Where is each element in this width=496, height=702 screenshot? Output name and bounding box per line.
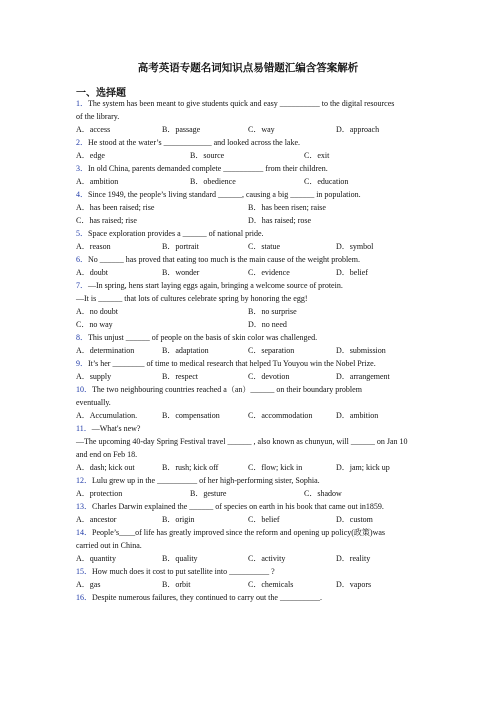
answer-option: D．vapors: [336, 580, 372, 589]
question-text: Since 1949, the people’s living standard ______, causing a big ______ in population.: [88, 190, 361, 199]
question-number: 15．: [76, 567, 92, 576]
question-text-continued: —It is ______ that lots of cultures celebrate spring by honoring the egg!: [76, 294, 308, 303]
question-stem: [76, 136, 432, 149]
answer-option: B．passage: [162, 125, 201, 134]
answer-option: A．determination: [76, 346, 135, 355]
answer-option: C．has raised; rise: [76, 216, 137, 225]
answer-option: B．obedience: [190, 177, 236, 186]
answer-option: A．ambition: [76, 177, 119, 186]
answer-option: D．reality: [336, 554, 371, 563]
answer-options: [76, 513, 432, 526]
answer-option: D．belief: [336, 268, 368, 277]
answer-option: D．has raised; rose: [248, 216, 312, 225]
question-text: Despite numerous failures, they continued to carry out the __________.: [92, 593, 322, 602]
question-text: This unjust ______ of people on the basis of skin color was challenged.: [88, 333, 318, 342]
answer-option: A．doubt: [76, 268, 108, 277]
answer-option: D．approach: [336, 125, 380, 134]
question-stem: [76, 422, 432, 435]
question-text: No ______ has proved that eating too much is the main cause of the weight problem.: [88, 255, 360, 264]
answer-options: [76, 409, 432, 422]
question-text-continued: and end on Feb 18.: [76, 450, 138, 459]
answer-option: C．no way: [76, 320, 113, 329]
answer-option: A．ancestor: [76, 515, 117, 524]
question-number: 12．: [76, 476, 92, 485]
question-stem: [76, 331, 432, 344]
question-text: It’s her ________ of time to medical research that helped Tu Youyou win the Nobel Prize.: [88, 359, 376, 368]
answer-option: B．source: [190, 151, 225, 160]
question-text-continued: carried out in China.: [76, 541, 142, 550]
question-text: In old China, parents demanded complete __________ from their children.: [88, 164, 328, 173]
answer-option: A．quantity: [76, 554, 116, 563]
answer-options: [76, 214, 432, 227]
answer-options: [76, 578, 432, 591]
answer-options: [76, 123, 432, 136]
question-number: 7．: [76, 281, 88, 290]
answer-option: D．arrangement: [336, 372, 390, 381]
answer-option: D．ambition: [336, 411, 379, 420]
answer-option: B．origin: [162, 515, 195, 524]
answer-option: C．exit: [304, 151, 330, 160]
question-number: 1．: [76, 99, 88, 108]
answer-option: C．activity: [248, 554, 286, 563]
question-number: 10．: [76, 385, 92, 394]
answer-option: C．belief: [248, 515, 280, 524]
question-text: People’s____of life has greatly improved since the reform and opening up policy(政策)was: [92, 528, 386, 537]
answer-options: [76, 149, 432, 162]
answer-option: C．accommodation: [248, 411, 313, 420]
answer-options: [76, 266, 432, 279]
answer-options: [76, 552, 432, 565]
answer-option: A．supply: [76, 372, 112, 381]
answer-options: [76, 175, 432, 188]
answer-option: D．no need: [248, 320, 287, 329]
question-text: Charles Darwin explained the ______ of species on earth in his book that came out in1859.: [92, 502, 384, 511]
question-text: The system has been meant to give students quick and easy __________ to the digital resources: [88, 99, 395, 108]
answer-option: A．no doubt: [76, 307, 118, 316]
answer-options: [76, 461, 432, 474]
question-number: 2．: [76, 138, 88, 147]
answer-option: D．symbol: [336, 242, 374, 251]
answer-options: [76, 370, 432, 383]
question-stem: [76, 357, 432, 370]
question-stem: [76, 253, 432, 266]
question-number: 16．: [76, 593, 92, 602]
question-text: —What's new?: [91, 424, 141, 433]
answer-options: [76, 344, 432, 357]
answer-option: A．Accumulation.: [76, 411, 138, 420]
question-text: The two neighbouring countries reached a（an）______ on their boundary problem: [92, 385, 362, 394]
answer-option: A．gas: [76, 580, 101, 589]
answer-option: D．jam; kick up: [336, 463, 390, 472]
answer-option: A．access: [76, 125, 111, 134]
answer-option: D．submission: [336, 346, 386, 355]
question-stem: [76, 188, 432, 201]
question-text-continued: eventually.: [76, 398, 111, 407]
question-stem: [76, 500, 432, 513]
answer-option: C．evidence: [248, 268, 290, 277]
question-text: He stood at the water’s ____________ and looked across the lake.: [88, 138, 301, 147]
answer-option: B．gesture: [190, 489, 227, 498]
question-text: How much does it cost to put satellite into __________ ?: [92, 567, 275, 576]
question-list: [76, 97, 432, 604]
question-number: 3．: [76, 164, 88, 173]
question-text: Space exploration provides a ______ of national pride.: [88, 229, 264, 238]
question-stem: [76, 383, 432, 396]
question-stem: [76, 526, 432, 539]
question-stem: [76, 591, 432, 604]
question-text-continued: of the library.: [76, 112, 120, 121]
question-number: 4．: [76, 190, 88, 199]
answer-option: B．respect: [162, 372, 198, 381]
answer-options: [76, 201, 432, 214]
question-stem: [76, 565, 432, 578]
answer-option: B．quality: [162, 554, 198, 563]
question-text-continued: —The upcoming 40-day Spring Festival travel ______ , also known as chunyun, will ______ on Jan 10: [76, 437, 408, 446]
answer-option: C．shadow: [304, 489, 342, 498]
question-number: 9．: [76, 359, 88, 368]
answer-option: C．statue: [248, 242, 280, 251]
answer-option: C．way: [248, 125, 275, 134]
answer-option: C．education: [304, 177, 349, 186]
answer-options: [76, 240, 432, 253]
question-text: Lulu grew up in the __________ of her high-performing sister, Sophia.: [92, 476, 320, 485]
question-number: 14．: [76, 528, 92, 537]
answer-options: [76, 318, 432, 331]
answer-option: B．no surprise: [248, 307, 297, 316]
question-number: 6．: [76, 255, 88, 264]
page-title: 高考英语专题名词知识点易错题汇编含答案解析: [137, 63, 359, 74]
answer-option: B．rush; kick off: [162, 463, 219, 472]
question-number: 13．: [76, 502, 92, 511]
answer-options: [76, 305, 432, 318]
question-stem: [76, 227, 432, 240]
answer-option: D．custom: [336, 515, 373, 524]
answer-options: [76, 487, 432, 500]
answer-option: B．wonder: [162, 268, 200, 277]
answer-option: C．chemicals: [248, 580, 294, 589]
question-number: 11．: [76, 424, 92, 433]
answer-option: C．devotion: [248, 372, 290, 381]
answer-option: A．edge: [76, 151, 105, 160]
question-stem: [76, 162, 432, 175]
answer-option: A．dash; kick out: [76, 463, 135, 472]
answer-option: B．has been risen; raise: [248, 203, 326, 212]
question-number: 5．: [76, 229, 88, 238]
question-stem: [76, 279, 432, 292]
question-number: 8．: [76, 333, 88, 342]
answer-option: A．reason: [76, 242, 111, 251]
answer-option: B．orbit: [162, 580, 191, 589]
answer-option: B．adaptation: [162, 346, 209, 355]
answer-option: B．compensation: [162, 411, 220, 420]
answer-option: B．portrait: [162, 242, 199, 251]
section-heading: 一、选择题: [76, 88, 126, 99]
answer-option: C．flow; kick in: [248, 463, 303, 472]
answer-option: A．protection: [76, 489, 123, 498]
question-stem: [76, 474, 432, 487]
answer-option: C．separation: [248, 346, 295, 355]
answer-option: A．has been raised; rise: [76, 203, 155, 212]
question-text: —In spring, hens start laying eggs again, bringing a welcome source of protein.: [88, 281, 343, 290]
question-stem: [76, 97, 432, 110]
